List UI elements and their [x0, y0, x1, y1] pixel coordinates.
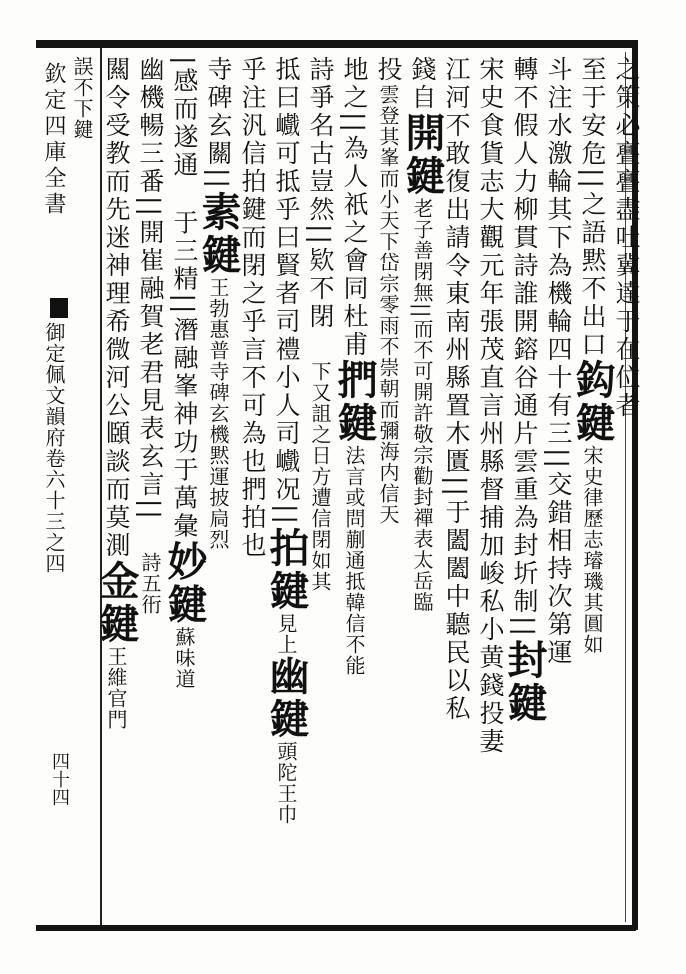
headword: 金鍵 [93, 560, 140, 646]
text-column [399, 56, 446, 924]
headword: 鈎鍵 [569, 358, 616, 445]
text-column [540, 56, 576, 924]
text-column [93, 56, 140, 924]
text-run: 老子善閉無||而不可開許敬宗勸封禪表太岳臨 [410, 198, 434, 613]
text-run: 宋史律歷志璿璣其圓如 [580, 444, 604, 655]
volume-title: 御定佩文韻府卷六十三之四 [42, 322, 66, 574]
text-run: 轉不假人力柳貫詩誰開鎔谷通片雲重為封圻制|| [510, 56, 539, 639]
text-run: 頭陀王巾 [274, 740, 298, 825]
text-run: 詩五衎 [138, 551, 162, 615]
text-run: 抵曰巇可抵乎曰賢者司禮小人司巇况|| [272, 56, 301, 527]
text-run: 乎注汎信拍鍵而閉之乎言不可為也捫拍也 [238, 56, 267, 560]
headword: 拍鍵 [263, 526, 310, 613]
text-run: 詩爭名古豈然||欵不閉 [306, 56, 335, 331]
text-column [472, 56, 508, 924]
text-run: 蘇味道 [172, 626, 196, 690]
book-title: 欽定四庫全書 [41, 62, 66, 218]
text-run: 法言或問蒯通抵韓信不能 [342, 444, 366, 676]
text-run: |感而遂通 [170, 56, 199, 180]
headword: 幽鍵 [263, 654, 310, 741]
text-run: 江河不敢復出請令東南州縣置木匱||于闔闔中聽民以私 [442, 56, 471, 723]
text-run: 斗注水激輪其下為機輪四十有三||交錯相持次第運 [544, 56, 573, 667]
frame-top-border [36, 40, 636, 48]
text-run: 雲登其峯而小天下岱宗零雨不崇朝而彌海内信天 [376, 84, 400, 525]
text-run: 見上 [274, 612, 298, 655]
text-column [132, 56, 168, 924]
text-run: 地之||為人祇之會同杜甫 [340, 56, 369, 359]
text-run: 王維官門 [104, 646, 128, 730]
text-run: 錢自 [408, 56, 437, 112]
text-run: 投 [374, 56, 403, 84]
text-run: 下又詛之日方遭信閉如其 [308, 360, 332, 592]
headword: 開鍵 [399, 112, 446, 198]
text-column [161, 56, 208, 924]
text-column [370, 56, 406, 924]
text-run: 于三精||潛融峯神功于萬彙 [170, 209, 199, 541]
text-column [608, 56, 644, 924]
frame-bottom-border [36, 925, 636, 931]
text-run: 寺碑玄關|| [204, 56, 233, 191]
text-run: 闗令受教而先迷神理希微河公頥談而莫測 [102, 56, 131, 560]
text-column [195, 56, 242, 924]
headword: 捫鍵 [331, 358, 378, 445]
text-column [64, 56, 100, 924]
headword: 封鍵 [501, 638, 548, 725]
headword: 妙鍵 [161, 540, 208, 627]
page-number: 四十四 [49, 752, 70, 806]
text-column [501, 56, 548, 924]
text-run: 至于安危||之語黙不出口 [578, 56, 607, 359]
text-run: 之策必亹亹盡吐冀達于在位者 [612, 56, 641, 420]
text-run: 王勃惠普寺碑玄機黙運披扃烈 [206, 276, 230, 550]
text-column [331, 56, 378, 924]
text-run: 幽機暢三番||開崔融賀老君見表玄言|| [136, 56, 165, 522]
text-column [302, 56, 338, 924]
text-run: 宋史食貨志大觀元年張茂直言州縣督捕加峻私小黄錢投妻 [476, 56, 505, 756]
text-column [263, 56, 310, 924]
headword: 素鍵 [195, 190, 242, 277]
text-column [569, 56, 616, 924]
text-column [234, 56, 270, 924]
text-run: 誤不下鍵 [70, 56, 94, 140]
